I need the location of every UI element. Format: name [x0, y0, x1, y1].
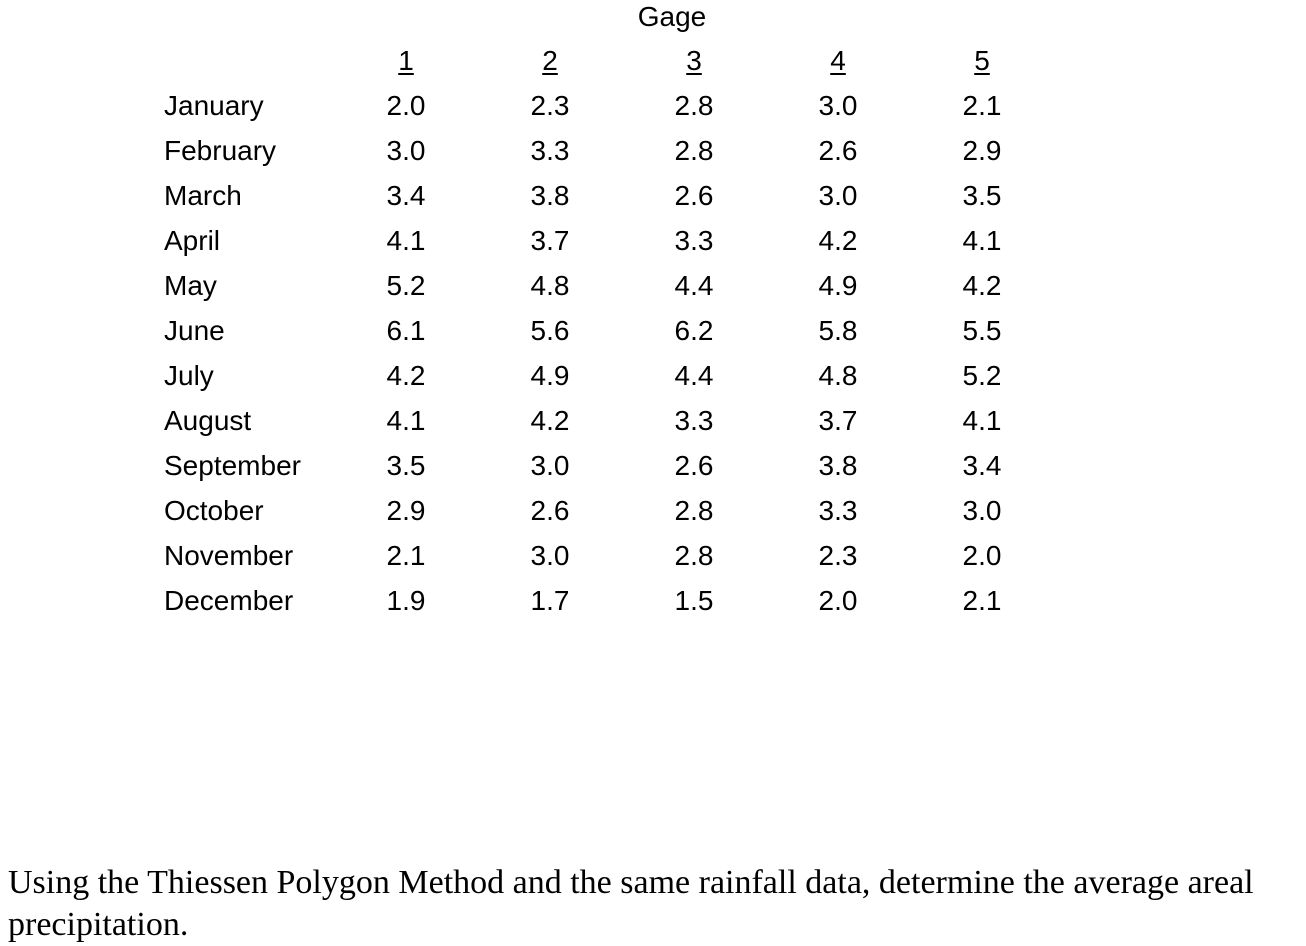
rainfall-value: 2.8 [674, 540, 714, 571]
table-row [0, 224, 1306, 269]
rainfall-value: 3.4 [386, 180, 426, 211]
rainfall-value: 3.8 [530, 180, 570, 211]
gage-number-4: 4 [830, 45, 846, 76]
rainfall-value: 4.4 [674, 270, 714, 301]
rainfall-value: 3.0 [530, 540, 570, 571]
rainfall-value: 2.0 [386, 90, 426, 121]
table-row [0, 404, 1306, 449]
rainfall-value: 4.9 [818, 270, 858, 301]
rainfall-value: 2.0 [818, 585, 858, 616]
rainfall-value: 4.1 [962, 225, 1002, 256]
table-row [0, 134, 1306, 179]
rainfall-value: 3.0 [386, 135, 426, 166]
rainfall-value: 3.5 [962, 180, 1002, 211]
rainfall-value: 2.3 [530, 90, 570, 121]
rainfall-value: 4.2 [818, 225, 858, 256]
gage-number-1: 1 [398, 45, 414, 76]
rainfall-value: 2.8 [674, 135, 714, 166]
rainfall-value: 4.2 [530, 405, 570, 436]
rainfall-value: 3.4 [962, 450, 1002, 481]
rainfall-value: 4.1 [386, 405, 426, 436]
month-label: August [164, 405, 252, 436]
rainfall-value: 2.9 [386, 495, 426, 526]
rainfall-value: 2.6 [674, 450, 714, 481]
rainfall-value: 2.6 [818, 135, 858, 166]
gage-number-2: 2 [542, 45, 558, 76]
table-row [0, 269, 1306, 314]
table-row [0, 89, 1306, 134]
rainfall-value: 2.8 [674, 90, 714, 121]
rainfall-value: 1.5 [674, 585, 714, 616]
rainfall-value: 3.3 [530, 135, 570, 166]
gage-title: Gage [637, 1, 707, 32]
gage-number-3: 3 [686, 45, 702, 76]
rainfall-value: 5.2 [386, 270, 426, 301]
rainfall-value: 6.1 [386, 315, 426, 346]
rainfall-value: 3.0 [818, 90, 858, 121]
rainfall-value: 5.2 [962, 360, 1002, 391]
rainfall-value: 2.0 [962, 540, 1002, 571]
month-label: October [164, 495, 264, 526]
month-label: May [164, 270, 217, 301]
month-label: April [164, 225, 221, 256]
gage-number-5: 5 [974, 45, 990, 76]
rainfall-value: 2.1 [962, 90, 1002, 121]
rainfall-value: 2.1 [386, 540, 426, 571]
rainfall-value: 3.3 [674, 405, 714, 436]
rainfall-value: 4.8 [530, 270, 570, 301]
table-row [0, 359, 1306, 404]
rainfall-value: 3.0 [818, 180, 858, 211]
rainfall-value: 3.8 [818, 450, 858, 481]
rainfall-value: 3.5 [386, 450, 426, 481]
rainfall-value: 2.3 [818, 540, 858, 571]
rainfall-value: 4.1 [962, 405, 1002, 436]
table-row [0, 449, 1306, 494]
rainfall-value: 3.3 [674, 225, 714, 256]
rainfall-value: 1.9 [386, 585, 426, 616]
rainfall-value: 4.2 [962, 270, 1002, 301]
rainfall-value: 4.2 [386, 360, 426, 391]
month-label: December [164, 585, 294, 616]
rainfall-value: 5.6 [530, 315, 570, 346]
table-row [0, 179, 1306, 224]
rainfall-value: 5.5 [962, 315, 1002, 346]
rainfall-value: 2.6 [674, 180, 714, 211]
rainfall-value: 5.8 [818, 315, 858, 346]
month-label: January [164, 90, 264, 121]
table-row [0, 494, 1306, 539]
month-label: February [164, 135, 277, 166]
table-row [0, 539, 1306, 584]
rainfall-value: 3.0 [962, 495, 1002, 526]
rainfall-value: 6.2 [674, 315, 714, 346]
rainfall-value: 4.1 [386, 225, 426, 256]
rainfall-value: 3.7 [530, 225, 570, 256]
rainfall-value: 3.7 [818, 405, 858, 436]
month-label: September [164, 450, 301, 481]
rainfall-value: 4.8 [818, 360, 858, 391]
rainfall-value: 3.0 [530, 450, 570, 481]
rainfall-value: 3.3 [818, 495, 858, 526]
table-row [0, 584, 1306, 629]
rainfall-value: 4.4 [674, 360, 714, 391]
rainfall-value: 2.6 [530, 495, 570, 526]
table-row [0, 314, 1306, 359]
month-label: July [164, 360, 214, 391]
rainfall-value: 2.9 [962, 135, 1002, 166]
rainfall-value: 2.1 [962, 585, 1002, 616]
question-text: Using the Thiessen Polygon Method and the same rainfall data, determine the average areal precipitation. [8, 864, 1254, 943]
month-label: November [164, 540, 294, 571]
rainfall-value: 2.8 [674, 495, 714, 526]
month-label: March [164, 180, 242, 211]
rainfall-value: 1.7 [530, 585, 570, 616]
rainfall-value: 4.9 [530, 360, 570, 391]
month-label: June [164, 315, 225, 346]
